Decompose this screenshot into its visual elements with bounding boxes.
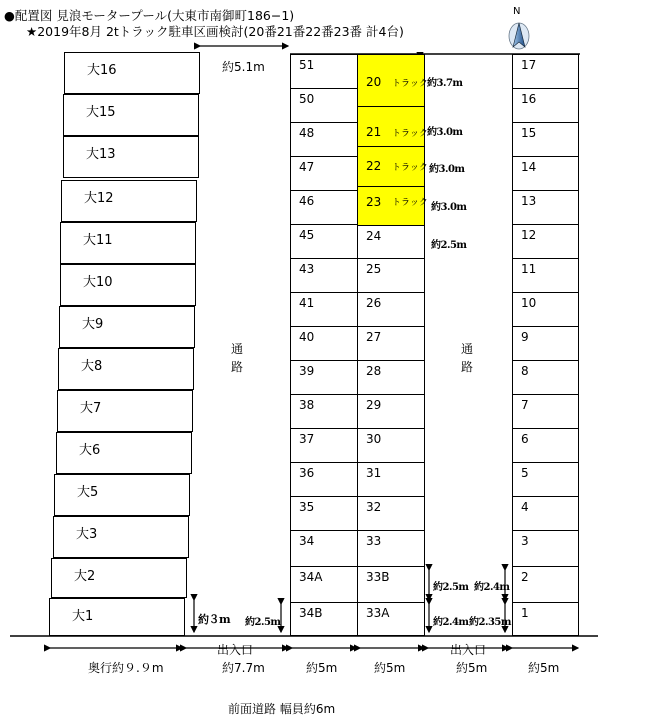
space-14: 14 xyxy=(512,156,579,191)
space-33: 33 xyxy=(357,530,425,567)
space-23: 23 xyxy=(357,186,425,226)
space-7: 7 xyxy=(512,394,579,429)
space-39: 39 xyxy=(290,360,358,395)
big-space-16: 大16 xyxy=(64,52,200,94)
measure-1: 約2.35m xyxy=(469,617,511,628)
big-space-6: 大6 xyxy=(56,432,192,474)
big-space-5: 大5 xyxy=(54,474,190,516)
measure-2: 約2.4m xyxy=(474,582,510,593)
space-36: 36 xyxy=(290,462,358,497)
truck-label-22: トラック xyxy=(392,163,428,173)
space-26: 26 xyxy=(357,292,425,327)
space-33a: 33A xyxy=(357,602,425,636)
space-24: 24 xyxy=(357,225,425,259)
space-22: 22 xyxy=(357,146,425,187)
truck-label-21: トラック xyxy=(392,129,428,139)
space-45: 45 xyxy=(290,224,358,259)
measure-top-width: 約5.1m xyxy=(222,60,265,74)
space-33b: 33B xyxy=(357,566,425,603)
big-space-13: 大13 xyxy=(63,136,199,178)
dim-depth: 奥行約９.９m xyxy=(88,661,164,675)
space-2: 2 xyxy=(512,566,579,603)
space-1: 1 xyxy=(512,602,579,636)
measure-21: 約3.0m xyxy=(427,127,463,138)
space-12: 12 xyxy=(512,224,579,259)
space-51: 51 xyxy=(290,54,358,89)
front-road-label: 前面道路 幅員約6m xyxy=(228,702,336,716)
space-25: 25 xyxy=(357,258,425,293)
measure-33b: 約2.5m xyxy=(433,582,469,593)
space-28: 28 xyxy=(357,360,425,395)
aisle-right-2: 路 xyxy=(460,360,473,374)
measure-33a: 約2.4m xyxy=(433,617,469,628)
big-space-12: 大12 xyxy=(61,180,197,222)
space-46: 46 xyxy=(290,190,358,225)
measure-23: 約3.0m xyxy=(431,202,467,213)
space-34a: 34A xyxy=(290,566,358,603)
big-space-10: 大10 xyxy=(60,264,196,306)
big-space-8: 大8 xyxy=(58,348,194,390)
measure-24: 約2.5m xyxy=(431,240,467,251)
header-line1: ●配置図 見浪モータープール(大東市南御町186−1) xyxy=(4,8,295,23)
truck-label-23: トラック xyxy=(392,198,428,208)
space-48: 48 xyxy=(290,122,358,157)
space-5: 5 xyxy=(512,462,579,497)
space-8: 8 xyxy=(512,360,579,395)
big-space-9: 大9 xyxy=(59,306,195,348)
space-50: 50 xyxy=(290,88,358,123)
space-20: 20 xyxy=(357,54,425,107)
space-16: 16 xyxy=(512,88,579,123)
space-35: 35 xyxy=(290,496,358,531)
measure-big1-a: 約３m xyxy=(198,613,231,626)
big-space-7: 大7 xyxy=(57,390,193,432)
space-17: 17 xyxy=(512,54,579,89)
dim-aisle-right: 約5m xyxy=(456,661,488,675)
measure-20: 約3.7m xyxy=(427,78,463,89)
space-43: 43 xyxy=(290,258,358,293)
space-11: 11 xyxy=(512,258,579,293)
big-space-11: 大11 xyxy=(60,222,196,264)
dim-col-left: 約5m xyxy=(306,661,338,675)
dim-aisle-left: 約7.7m xyxy=(222,661,265,675)
big-space-2: 大2 xyxy=(51,558,187,598)
space-6: 6 xyxy=(512,428,579,463)
space-13: 13 xyxy=(512,190,579,225)
space-32: 32 xyxy=(357,496,425,531)
dim-col-mid: 約5m xyxy=(374,661,406,675)
big-space-15: 大15 xyxy=(63,94,199,136)
space-41: 41 xyxy=(290,292,358,327)
entrance-right: 出入口 xyxy=(450,643,487,657)
entrance-left: 出入口 xyxy=(217,643,254,657)
space-21: 21 xyxy=(357,106,425,147)
compass-label: N xyxy=(513,6,521,17)
space-40: 40 xyxy=(290,326,358,361)
aisle-left-2: 路 xyxy=(230,360,243,374)
big-space-1: 大1 xyxy=(49,598,185,636)
space-30: 30 xyxy=(357,428,425,463)
space-9: 9 xyxy=(512,326,579,361)
aisle-left-1: 通 xyxy=(230,342,243,356)
space-10: 10 xyxy=(512,292,579,327)
space-47: 47 xyxy=(290,156,358,191)
aisle-right-1: 通 xyxy=(460,342,473,356)
space-34b: 34B xyxy=(290,602,358,636)
header-line2: ★2019年8月 2tトラック駐車区画検討(20番21番22番23番 計4台) xyxy=(26,24,404,39)
measure-big1-b: 約2.5m xyxy=(245,617,281,628)
space-37: 37 xyxy=(290,428,358,463)
space-34: 34 xyxy=(290,530,358,567)
space-29: 29 xyxy=(357,394,425,429)
big-space-3: 大3 xyxy=(53,516,189,558)
space-31: 31 xyxy=(357,462,425,497)
measure-22: 約3.0m xyxy=(429,164,465,175)
space-27: 27 xyxy=(357,326,425,361)
truck-label-20: トラック xyxy=(392,79,428,89)
dim-col-right: 約5m xyxy=(528,661,560,675)
space-38: 38 xyxy=(290,394,358,429)
space-15: 15 xyxy=(512,122,579,157)
space-3: 3 xyxy=(512,530,579,567)
space-4: 4 xyxy=(512,496,579,531)
